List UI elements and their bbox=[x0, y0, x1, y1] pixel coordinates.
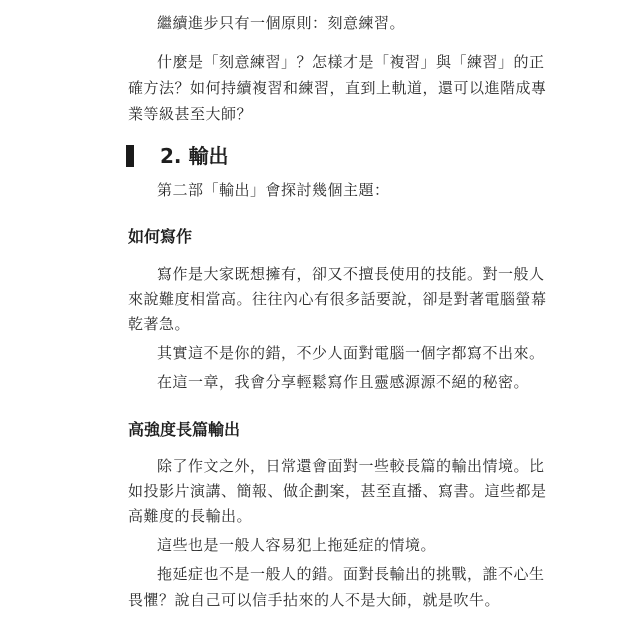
paragraph-writing-secret: 在這一章，我會分享輕鬆寫作且靈感源源不絕的秘密。 bbox=[157, 373, 530, 391]
section-heading-output: 2. 輸出 bbox=[160, 144, 229, 168]
paragraph-long-output-line-3: 高難度的長輸出。 bbox=[128, 507, 253, 525]
section-marker-bar bbox=[126, 145, 134, 167]
paragraph-what-is-practice-line-1: 什麼是「刻意練習」？怎樣才是「複習」與「練習」的正 bbox=[157, 53, 545, 71]
paragraph-writing-line-3: 乾著急。 bbox=[128, 315, 191, 333]
paragraph-long-output-line-2: 如投影片演講、簡報、做企劃案，甚至直播、寫書。這些都是 bbox=[128, 482, 547, 500]
paragraph-procrastination-fault-line-1: 拖延症也不是一般人的錯。面對長輸出的挑戰，誰不心生 bbox=[157, 565, 545, 583]
paragraph-part-two-intro: 第二部「輸出」會探討幾個主題： bbox=[157, 181, 390, 199]
paragraph-procrastination-fault-line-2: 畏懼？說自己可以信手拈來的人不是大師，就是吹牛。 bbox=[128, 591, 501, 609]
paragraph-writing-line-2: 來說難度相當高。往往內心有很多話要說，卻是對著電腦螢幕 bbox=[128, 290, 547, 308]
paragraph-long-output-line-1: 除了作文之外，日常還會面對一些較長篇的輸出情境。比 bbox=[157, 457, 545, 475]
subheading-how-to-write: 如何寫作 bbox=[128, 227, 193, 246]
paragraph-what-is-practice-line-2: 確方法？如何持續複習和練習，直到上軌道，還可以進階成專 bbox=[128, 79, 547, 97]
paragraph-what-is-practice-line-3: 業等級甚至大師？ bbox=[128, 105, 253, 123]
paragraph-deliberate-practice-line-1: 繼續進步只有一個原則：刻意練習。 bbox=[157, 14, 406, 32]
paragraph-procrastination: 這些也是一般人容易犯上拖延症的情境。 bbox=[157, 536, 437, 554]
paragraph-writing-line-1: 寫作是大家既想擁有，卻又不擅長使用的技能。對一般人 bbox=[157, 265, 545, 283]
paragraph-not-your-fault: 其實這不是你的錯，不少人面對電腦一個字都寫不出來。 bbox=[157, 344, 545, 362]
subheading-long-output: 高強度長篇輸出 bbox=[128, 420, 241, 439]
